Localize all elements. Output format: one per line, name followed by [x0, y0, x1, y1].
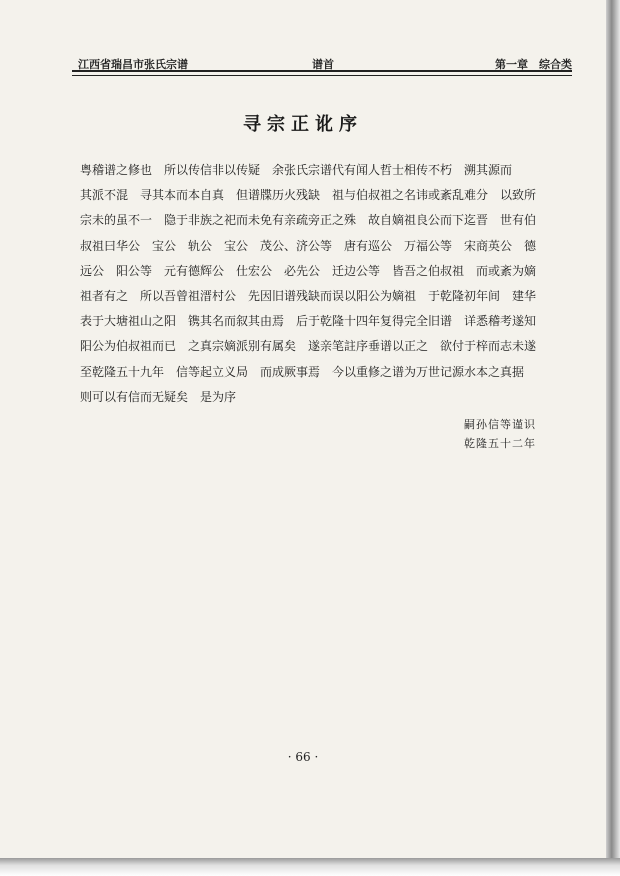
preface-body	[80, 158, 572, 410]
page-edge-right	[606, 0, 620, 876]
text-line: 粤稽谱之修也 所以传信非以传疑 余张氏宗谱代有闻人哲士相传不朽 溯其源而	[80, 163, 513, 177]
text-line: 祖者有之 所以吾曾祖溍村公 先因旧谱残缺而误以阳公为嫡祖 于乾隆初年间 建华	[80, 289, 537, 304]
running-header	[72, 52, 572, 72]
text-line: 阳公为伯叔祖而已 之真宗嫡派别有属矣 遂亲笔註序垂谱以正之 欲付于梓而志未遂	[80, 339, 537, 354]
header-section: 谱首	[312, 58, 334, 71]
text-line: 其派不混 寻其本而本自真 但谱牒历火残缺 祖与伯叔祖之名讳或紊乱难分 以致所	[80, 188, 537, 203]
signature-author: 嗣孙信等谨识	[464, 418, 536, 431]
text-line: 则可以有信而无疑矣 是为序	[80, 389, 237, 404]
page-edge-bottom	[0, 858, 620, 876]
text-line: 宗未的虽不一 隐于非族之祀而未免有亲疏旁正之殊 故自嫡祖良公而下迄晋 世有伯	[80, 213, 537, 228]
text-line: 表于大塘祖山之阳 镌其名而叙其由焉 后于乾隆十四年复得完全旧谱 详悉稽考遂知	[80, 314, 537, 329]
page-number: · 66 ·	[287, 750, 319, 764]
page-title: 寻宗正讹序	[243, 114, 363, 135]
text-line: 远公 阳公等 元有德辉公 仕宏公 必先公 迁边公等 皆吾之伯叔祖 而或紊为嫡	[80, 263, 537, 278]
text-line: 叔祖曰华公 宝公 轨公 宝公 茂公、济公等 唐有巡公 万福公等 宋商英公 德	[80, 238, 537, 253]
signature-date: 乾隆五十二年	[464, 437, 536, 450]
header-chapter: 第一章 综合类	[495, 58, 572, 71]
header-rule	[72, 70, 572, 76]
header-book-title: 江西省瑞昌市张氏宗谱	[78, 58, 188, 71]
text-line: 至乾隆五十九年 信等起立义局 而成厥事焉 今以重修之谱为万世记源水本之真据	[80, 364, 525, 379]
